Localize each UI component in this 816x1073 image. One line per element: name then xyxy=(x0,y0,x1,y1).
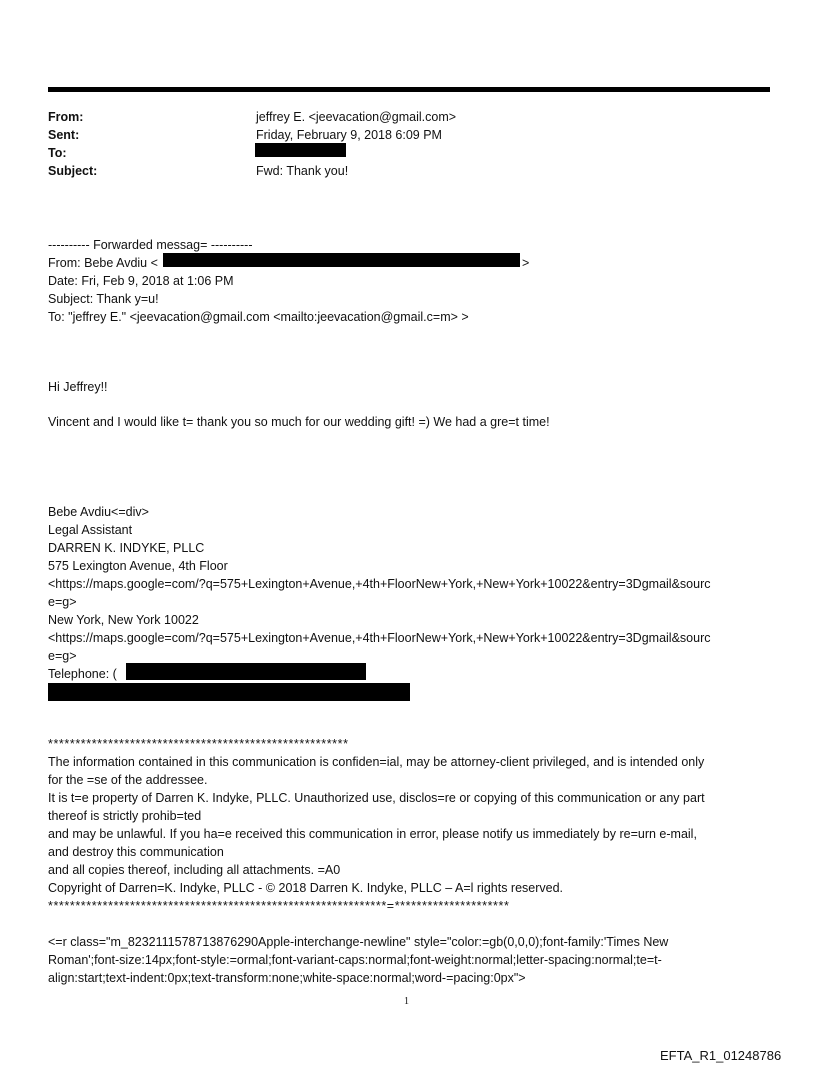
disclaimer-line: thereof is strictly prohib=ted xyxy=(48,809,202,823)
signature-line: Bebe Avdiu<=div> xyxy=(48,505,149,519)
subject-value: Fwd: Thank you! xyxy=(256,164,349,178)
signature-line: <https://maps.google=com/?q=575+Lexington+Avenue,+4th+FloorNew+York,+New+York+10022&entry=3Dgmail&sourc xyxy=(48,631,711,645)
disclaimer-line: It is t=e property of Darren K. Indyke, PLLC. Unauthorized use, disclos=re or copying of this communication or any part xyxy=(48,791,705,805)
forwarded-from: From: Bebe Avdiu < xyxy=(48,256,158,270)
forwarded-from-close: > xyxy=(522,256,530,270)
disclaimer-block xyxy=(48,753,778,897)
message-text: Vincent and I would like t= thank you so much for our wedding gift! =) We had a gre=t time! xyxy=(48,415,550,429)
disclaimer-line: and all copies thereof, including all attachments. =A0 xyxy=(48,863,341,877)
disclaimer-line: Copyright of Darren=K. Indyke, PLLC - © 2018 Darren K. Indyke, PLLC – A=l rights reserved. xyxy=(48,881,564,895)
from-value: jeffrey E. <jeevacation@gmail.com> xyxy=(256,110,457,124)
signature-line: New York, New York 10022 xyxy=(48,613,199,627)
signature-redaction xyxy=(48,683,410,701)
disclaimer-line: and may be unlawful. If you ha=e received this communication in error, please notify us immediately by re=urn e-mail, xyxy=(48,827,697,841)
disclaimer-stars-bottom: **************************************************************=********************* xyxy=(48,899,510,913)
html-residue-line: <=r class="m_8232111578713876290Apple-interchange-newline" style="color:=gb(0,0,0);font-family:'Times New xyxy=(48,935,669,949)
from-email-redaction xyxy=(163,253,520,267)
to-label: To: xyxy=(48,146,67,160)
signature-block xyxy=(48,503,778,665)
html-residue-line: align:start;text-indent:0px;text-transform:none;white-space:normal;word-=pacing:0px"> xyxy=(48,971,526,985)
forwarded-to: To: "jeffrey E." <jeevacation@gmail.com <mailto:jeevacation@gmail.c=m> > xyxy=(48,310,469,324)
forwarded-date: Date: Fri, Feb 9, 2018 at 1:06 PM xyxy=(48,274,234,288)
subject-label: Subject: xyxy=(48,164,98,178)
html-residue-line: Roman';font-size:14px;font-style:=ormal;font-variant-caps:normal;font-weight:normal;letter-spacing:normal;te=t- xyxy=(48,953,662,967)
signature-line: Legal Assistant xyxy=(48,523,133,537)
signature-line: 575 Lexington Avenue, 4th Floor xyxy=(48,559,228,573)
from-label: From: xyxy=(48,110,84,124)
disclaimer-line: for the =se of the addressee. xyxy=(48,773,208,787)
header-rule xyxy=(48,87,770,92)
page-number: 1 xyxy=(404,996,409,1007)
forwarded-subject: Subject: Thank y=u! xyxy=(48,292,159,306)
forwarded-banner: ---------- Forwarded messag= ---------- xyxy=(48,238,253,252)
disclaimer-line: The information contained in this communication is confiden=ial, may be attorney-client privileged, and is intended only xyxy=(48,755,705,769)
telephone-label: Telephone: ( xyxy=(48,667,117,681)
signature-line: <https://maps.google=com/?q=575+Lexington+Avenue,+4th+FloorNew+York,+New+York+10022&entry=3Dgmail&sourc xyxy=(48,577,711,591)
to-redaction xyxy=(255,143,346,157)
disclaimer-stars-top: ******************************************************* xyxy=(48,737,349,751)
sent-value: Friday, February 9, 2018 6:09 PM xyxy=(256,128,442,142)
bates-number: EFTA_R1_01248786 xyxy=(660,1048,782,1063)
html-residue-block xyxy=(48,933,778,987)
disclaimer-line: and destroy this communication xyxy=(48,845,224,859)
signature-line: DARREN K. INDYKE, PLLC xyxy=(48,541,205,555)
signature-line: e=g> xyxy=(48,595,77,609)
telephone-redaction xyxy=(126,663,366,680)
sent-label: Sent: xyxy=(48,128,80,142)
signature-line: e=g> xyxy=(48,649,77,663)
greeting: Hi Jeffrey!! xyxy=(48,380,108,394)
